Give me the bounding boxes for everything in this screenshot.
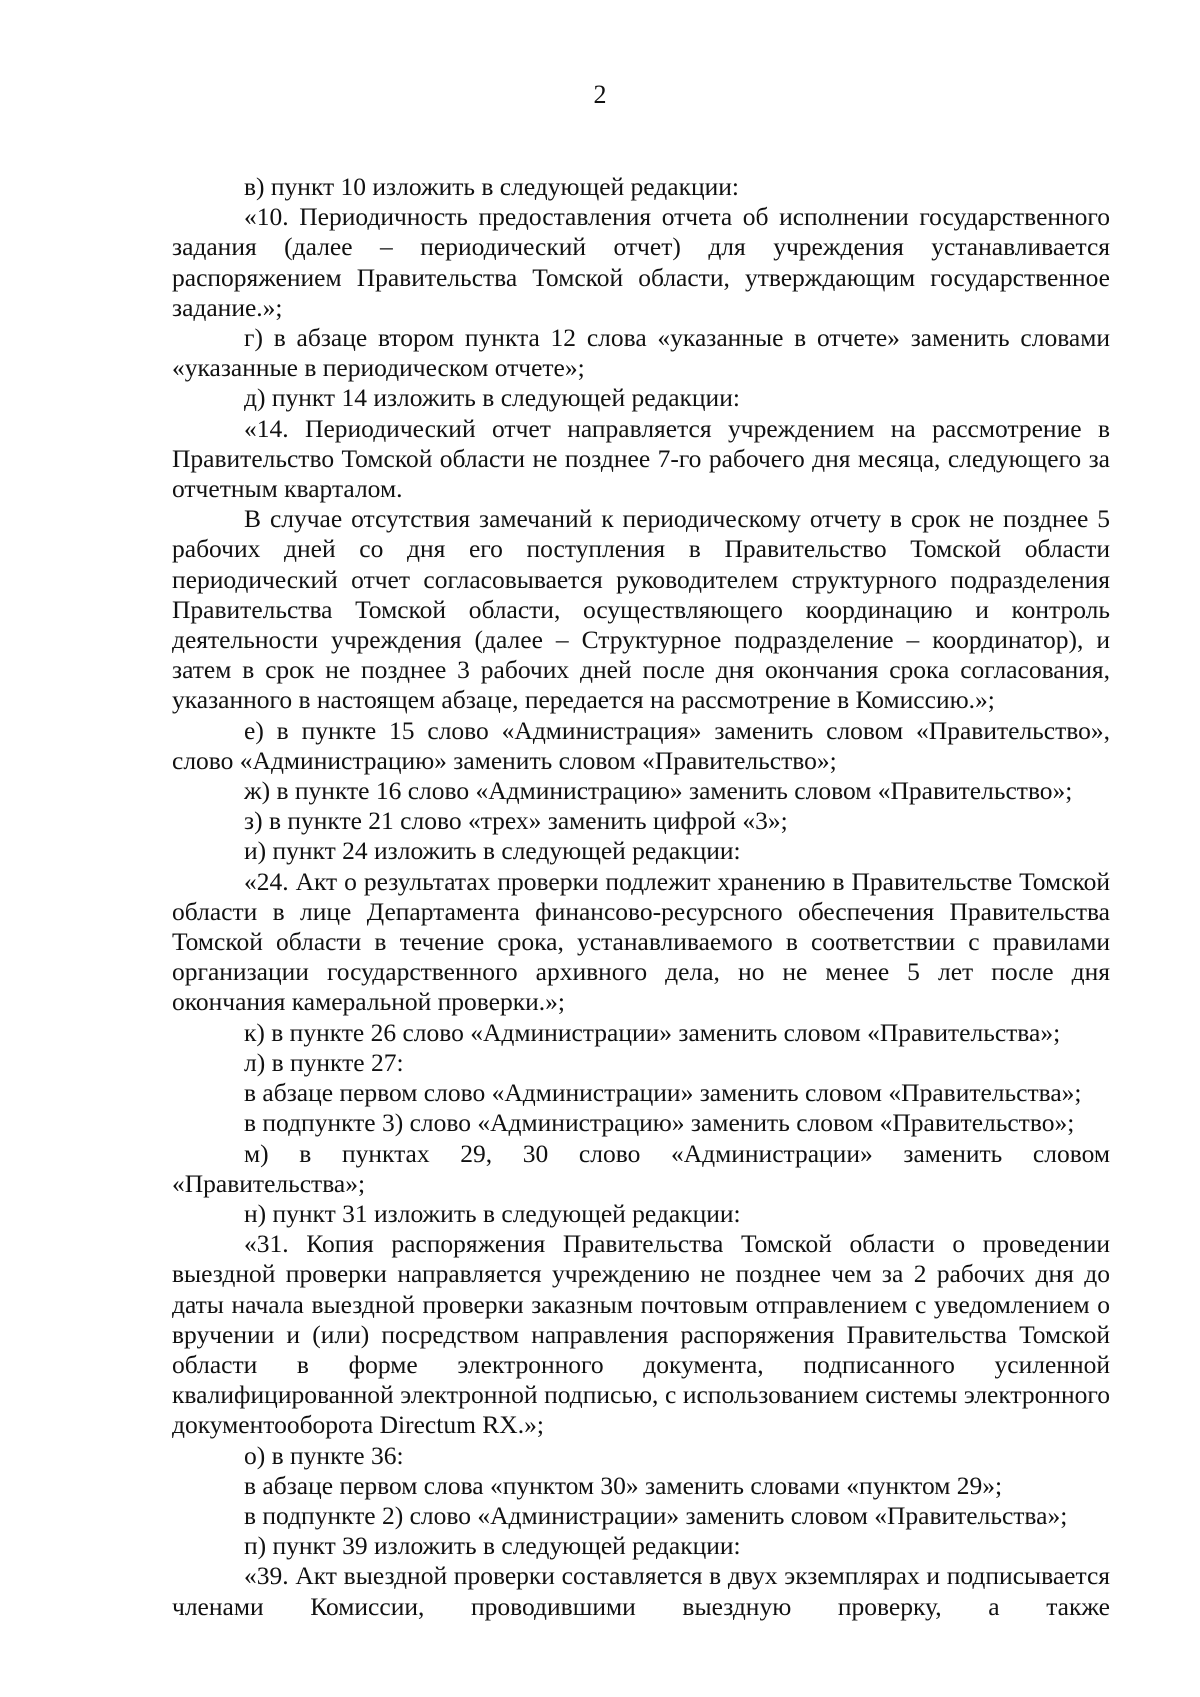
page-number: 2	[593, 80, 607, 109]
paragraph-item-l-sub-1: в абзаце первом слово «Администрации» заменить словом «Правительства»;	[244, 1078, 1082, 1108]
paragraph-item-n: н) пункт 31 изложить в следующей редакции:	[244, 1198, 741, 1228]
paragraph-item-d: д) пункт 14 изложить в следующей редакции:	[244, 383, 740, 413]
paragraph-item-p: п) пункт 39 изложить в следующей редакции:	[244, 1531, 741, 1561]
paragraph-item-g: г) в абзаце втором пункта 12 слова «указанные в отчете» заменить словами «указанные в периодическом отчете»;	[172, 323, 1110, 383]
paragraph-item-l-sub-2: в подпункте 3) слово «Администрацию» заменить словом «Правительство»;	[244, 1108, 1075, 1138]
paragraph-item-zh: ж) в пункте 16 слово «Администрацию» заменить словом «Правительство»;	[244, 776, 1073, 806]
paragraph-item-m: м) в пунктах 29, 30 слово «Администрации» заменить словом «Правительства»;	[172, 1138, 1110, 1198]
paragraph-item-z: з) в пункте 21 слово «трех» заменить цифрой «3»;	[244, 806, 788, 836]
paragraph-clause-24: «24. Акт о результатах проверки подлежит хранению в Правительстве Томской области в лице Департамента финансово-ресурсного обеспечения Правительства Томской области в течение срока, устанавливаемого в соответствии с правилами организации государственного архивного дела, но не менее 5 лет после дня окончания камеральной проверки.»;	[172, 866, 1110, 1017]
paragraph-clause-31: «31. Копия распоряжения Правительства Томской области о проведении выездной проверки направляется учреждению не позднее чем за 2 рабочих дня до даты начала выездной проверки заказным почтовым отправлением с уведомлением о вручении и (или) посредством направления распоряжения Правительства Томской области в форме электронного документа, подписанного усиленной квалифицированной электронной подписью, с использованием системы электронного документооборота Directum RX.»;	[172, 1229, 1110, 1440]
paragraph-item-o: о) в пункте 36:	[244, 1440, 404, 1470]
paragraph-clause-10: «10. Периодичность предоставления отчета об исполнении государственного задания (далее – периодический отчет) для учреждения устанавливается распоряжением Правительства Томской области, утверждающим государственное задание.»;	[172, 202, 1110, 322]
paragraph-clause-39: «39. Акт выездной проверки составляется в двух экземплярах и подписывается членами Комиссии, проводившими выездную проверку, а также	[172, 1561, 1110, 1621]
paragraph-item-o-sub-2: в подпункте 2) слово «Администрации» заменить словом «Правительства»;	[244, 1500, 1068, 1530]
paragraph-clause-14: «14. Периодический отчет направляется учреждением на рассмотрение в Правительство Томской области не позднее 7-го рабочего дня месяца, следующего за отчетным кварталом.	[172, 413, 1110, 504]
paragraph-item-l: л) в пункте 27:	[244, 1047, 404, 1077]
paragraph-item-v: в) пункт 10 изложить в следующей редакции:	[244, 172, 739, 201]
paragraph-item-e: е) в пункте 15 слово «Администрация» заменить словом «Правительство», слово «Администрацию» заменить словом «Правительство»;	[172, 715, 1110, 775]
paragraph-item-o-sub-1: в абзаце первом слова «пунктом 30» заменить словами «пунктом 29»;	[244, 1470, 1003, 1500]
paragraph-item-i: и) пункт 24 изложить в следующей редакции:	[244, 836, 741, 866]
paragraph-item-k: к) в пункте 26 слово «Администрации» заменить словом «Правительства»;	[244, 1017, 1061, 1047]
document-body	[172, 172, 1110, 1622]
paragraph-clause-14-part-2: В случае отсутствия замечаний к периодическому отчету в срок не позднее 5 рабочих дней со дня его поступления в Правительство Томской области периодический отчет согласовывается руководителем структурного подразделения Правительства Томской области, осуществляющего координацию и контроль деятельности учреждения (далее – Структурное подразделение – координатор), и затем в срок не позднее 3 рабочих дней после дня окончания срока согласования, указанного в настоящем абзаце, передается на рассмотрение в Комиссию.»;	[172, 504, 1110, 715]
